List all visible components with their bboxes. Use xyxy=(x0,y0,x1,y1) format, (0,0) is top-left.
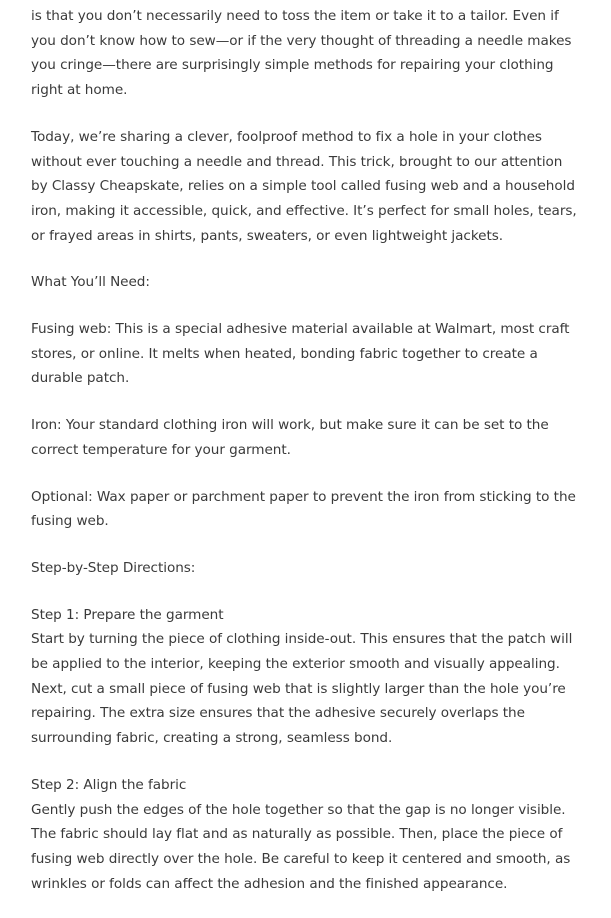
step-1-heading: Step 1: Prepare the garment xyxy=(31,606,224,623)
article-body xyxy=(31,4,579,918)
step-2 xyxy=(31,773,579,897)
step-2-body: Gently push the edges of the hole together so that the gap is no longer visible. The fabric should lay flat and as naturally as possible. Then, place the piece of fusing web directly over the hole. Be careful to keep it centered and smooth, as wrinkles or folds can affect the adhesion and the finished appearance. xyxy=(31,801,571,892)
intro-continuation-paragraph: is that you don’t necessarily need to toss the item or take it to a tailor. Even if you don’t know how to sew—or if the very thought of threading a needle makes you cringe—there are surprisingly simple methods for repairing your clothing right at home. xyxy=(31,8,572,99)
iron-item: Iron: Your standard clothing iron will work, but make sure it can be set to the correct temperature for your garment. xyxy=(31,417,549,458)
step-2-heading: Step 2: Align the fabric xyxy=(31,776,187,793)
step-1-body: Start by turning the piece of clothing inside-out. This ensures that the patch will be applied to the interior, keeping the exterior smooth and visually appealing. Next, cut a small piece of fusing web that is slightly larger than the hole you’re repairing. The extra size ensures that the adhesive securely overlaps the surrounding fabric, creating a strong, seamless bond. xyxy=(31,631,573,747)
method-intro-paragraph: Today, we’re sharing a clever, foolproof method to fix a hole in your clothes without ever touching a needle and thread. This trick, brought to our attention by Classy Cheapskate, relies on a simple tool called fusing web and a household iron, making it accessible, quick, and effective. It’s perfect for small holes, tears, or frayed areas in shirts, pants, sweaters, or even lightweight jackets. xyxy=(31,128,577,244)
step-1 xyxy=(31,603,579,751)
what-you-need-heading: What You’ll Need: xyxy=(31,274,150,291)
fusing-web-item: Fusing web: This is a special adhesive material available at Walmart, most craft stores, or online. It melts when heated, bonding fabric together to create a durable patch. xyxy=(31,321,570,387)
directions-heading: Step-by-Step Directions: xyxy=(31,559,196,576)
optional-paper-item: Optional: Wax paper or parchment paper to prevent the iron from sticking to the fusing web. xyxy=(31,488,576,530)
